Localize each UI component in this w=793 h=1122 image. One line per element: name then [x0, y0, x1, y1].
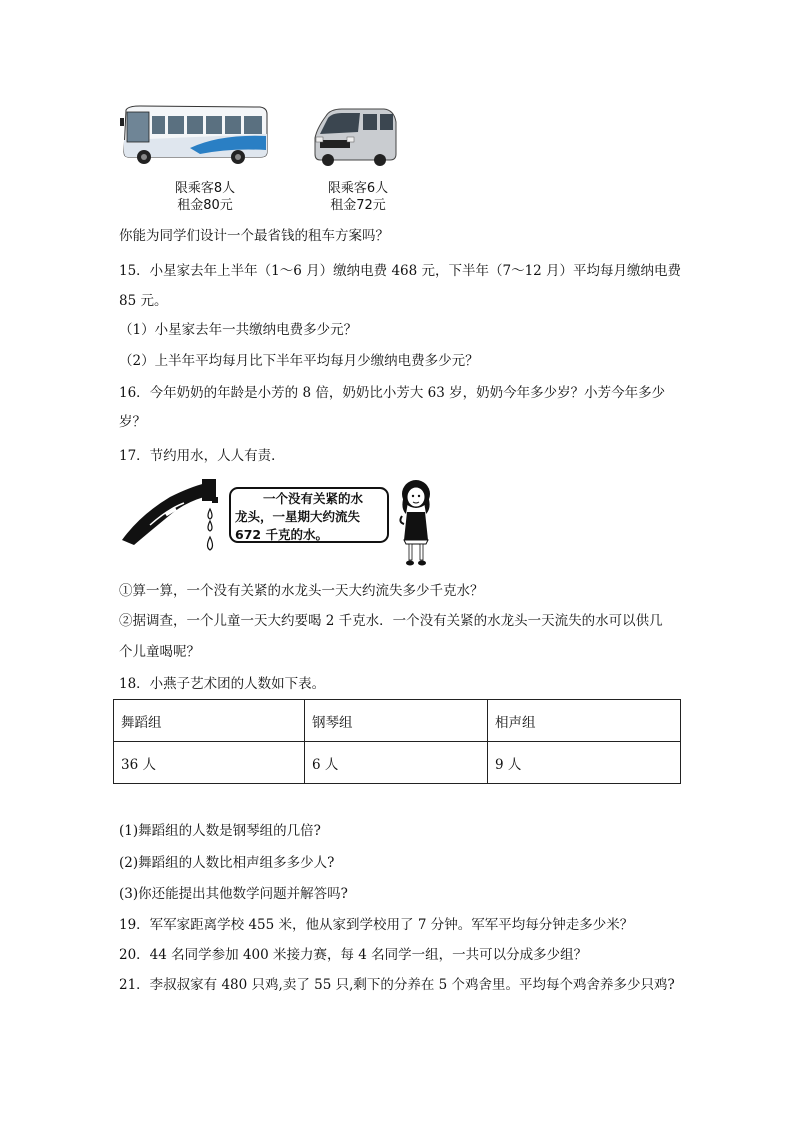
q15-sub2: （2）上半年平均每月比下半年平均每月少缴纳电费多少元？: [119, 353, 479, 369]
q15-sub1: （1）小星家去年一共缴纳电费多少元？: [119, 322, 358, 338]
table-header-row: [114, 700, 681, 742]
table-header-cell: 舞蹈组: [114, 700, 305, 742]
group-table: [113, 699, 681, 784]
q17-sub2-line2: 个儿童喝呢？: [119, 644, 200, 660]
q19-question: 19．军军家距离学校 455 米，他从家到学校用了 7 分钟。军军平均每分钟走多少米？: [119, 917, 634, 933]
q17-sub1: ①算一算，一个没有关紧的水龙头一天大约流失多少千克水？: [119, 583, 484, 599]
q14-question: 你能为同学们设计一个最省钱的租车方案吗？: [119, 228, 389, 244]
q18-sub3: (3)你还能提出其他数学问题并解答吗?: [119, 886, 348, 902]
q20-question: 20．44 名同学参加 400 米接力赛，每 4 名同学一组，一共可以分成多少组？: [119, 947, 588, 963]
q16-line2: 岁？: [119, 414, 146, 430]
table-cell: 9 人: [488, 742, 681, 784]
bus-image: [120, 104, 270, 166]
q17-title: 17．节约用水，人人有责．: [119, 448, 285, 464]
table-cell: 36 人: [114, 742, 305, 784]
q21-question: 21．李叔叔家有 480 只鸡,卖了 55 只,剩下的分养在 5 个鸡舍里。平均每个鸡舍养多少只鸡?: [119, 977, 675, 993]
van-rent: 租金72元: [330, 198, 386, 213]
bubble-line1: 一个没有关紧的水: [263, 491, 364, 506]
q18-sub1: (1)舞蹈组的人数是钢琴组的几倍?: [119, 823, 321, 839]
q15-line2: 85 元。: [119, 293, 168, 309]
q17-sub2-line1: ②据调查，一个儿童一天大约要喝 2 千克水．一个没有关紧的水龙头一天流失的水可以供几: [119, 613, 663, 629]
q18-sub2: (2)舞蹈组的人数比相声组多多少人?: [119, 855, 335, 871]
girl-image: [396, 478, 436, 570]
bubble-line2: 龙头，一星期大约流失: [235, 509, 361, 524]
van-capacity: 限乘客6人: [327, 181, 389, 196]
table-row: [114, 742, 681, 784]
q16-line1: 16．今年奶奶的年龄是小芳的 8 倍，奶奶比小芳大 63 岁，奶奶今年多少岁？小芳今年多少: [119, 385, 666, 401]
faucet-image: [120, 475, 230, 565]
bus-capacity: 限乘客8人: [174, 181, 236, 196]
q18-title: 18．小燕子艺术团的人数如下表。: [119, 676, 326, 692]
speech-bubble: [229, 487, 389, 543]
bus-rent: 租金80元: [177, 198, 233, 213]
table-header-cell: 相声组: [488, 700, 681, 742]
table-cell: 6 人: [305, 742, 488, 784]
bus-caption: [160, 180, 250, 214]
van-caption: [313, 180, 403, 214]
table-header-cell: 钢琴组: [305, 700, 488, 742]
van-image: [312, 106, 398, 168]
bubble-line3: 672 千克的水。: [235, 527, 328, 542]
q15-line1: 15．小星家去年上半年（1～6 月）缴纳电费 468 元，下半年（7～12 月）平均每月缴纳电费: [119, 263, 682, 279]
